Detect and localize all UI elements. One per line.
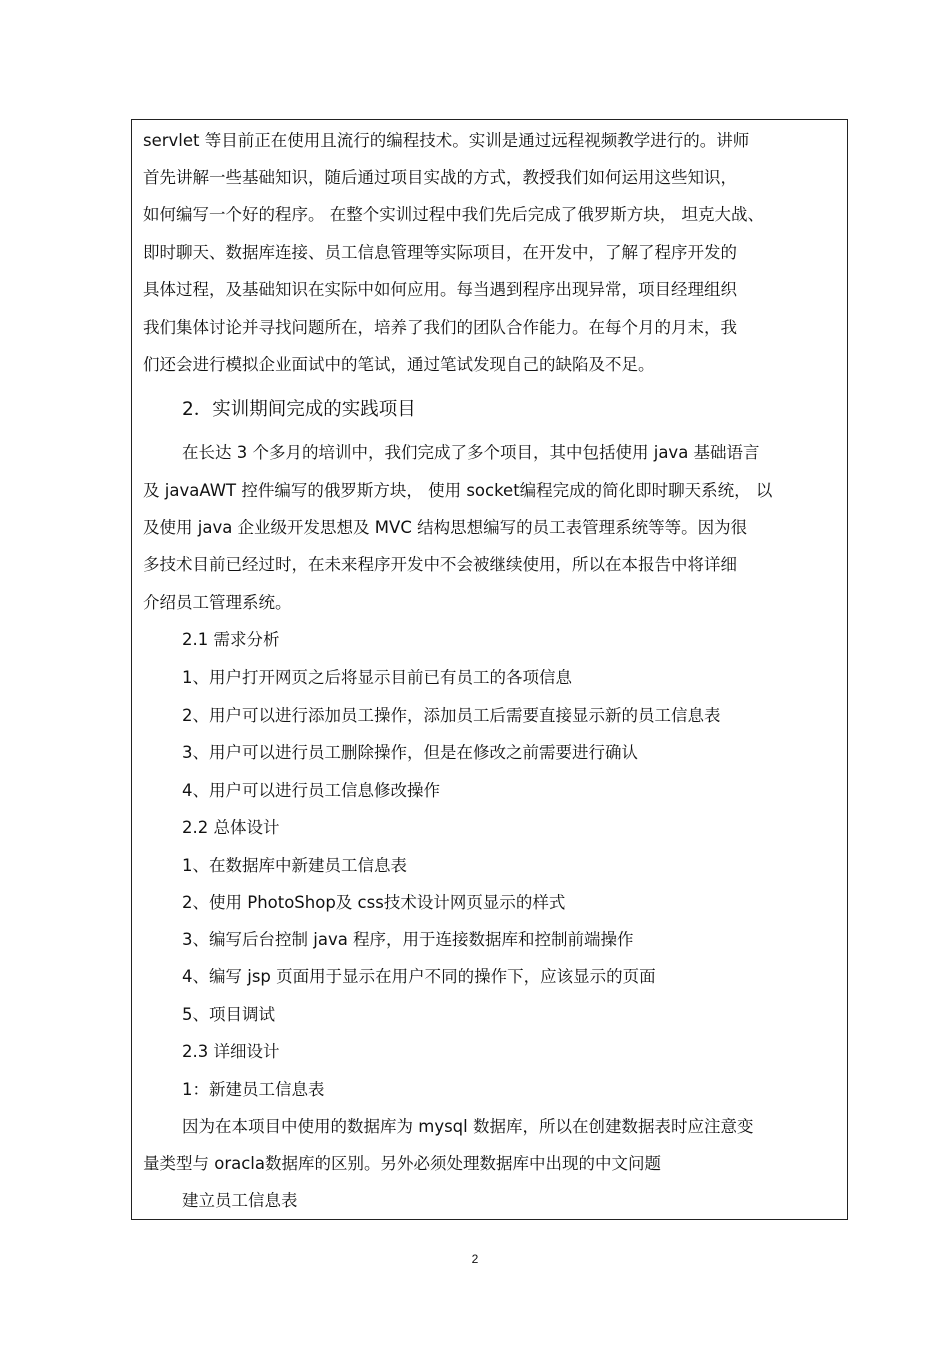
section-heading: 2．实训期间完成的实践项目 [182, 399, 416, 420]
list-item: 5、项目调试 [182, 1005, 275, 1024]
paragraph-line: 们还会进行模拟企业面试中的笔试，通过笔试发现自己的缺陷及不足。 [143, 355, 655, 374]
paragraph-line: 我们集体讨论并寻找问题所在，培养了我们的团队合作能力。在每个月的月末，我 [143, 318, 737, 337]
paragraph-line: servlet 等目前正在使用且流行的编程技术。实训是通过远程视频教学进行的。讲师 [143, 131, 750, 150]
list-item: 2、用户可以进行添加员工操作，添加员工后需要直接显示新的员工信息表 [182, 706, 721, 725]
list-item: 4、用户可以进行员工信息修改操作 [182, 781, 440, 800]
paragraph-line: 如何编写一个好的程序。 在整个实训过程中我们先后完成了俄罗斯方块， 坦克大战、 [143, 205, 764, 224]
list-item: 4、编写 jsp 页面用于显示在用户不同的操作下，应该显示的页面 [182, 967, 656, 986]
list-item: 3、用户可以进行员工删除操作，但是在修改之前需要进行确认 [182, 743, 638, 762]
paragraph-line: 具体过程，及基础知识在实际中如何应用。每当遇到程序出现异常，项目经理组织 [143, 280, 737, 299]
list-item: 1：新建员工信息表 [182, 1080, 325, 1099]
paragraph-line: 及 javaAWT 控件编写的俄罗斯方块， 使用 socket编程完成的简化即时聊天系统， 以 [143, 481, 773, 500]
paragraph-line: 因为在本项目中使用的数据库为 mysql 数据库，所以在创建数据表时应注意变 [182, 1117, 754, 1136]
list-item: 2、使用 PhotoShop及 css技术设计网页显示的样式 [182, 893, 566, 912]
paragraph-line: 在长达 3 个多月的培训中，我们完成了多个项目，其中包括使用 java 基础语言 [182, 443, 760, 462]
paragraph-line: 建立员工信息表 [182, 1191, 298, 1210]
subsection-heading: 2.1 需求分析 [182, 630, 280, 649]
paragraph-line: 量类型与 oracla数据库的区别。另外必须处理数据库中出现的中文问题 [143, 1154, 662, 1173]
paragraph-line: 多技术目前已经过时，在未来程序开发中不会被继续使用，所以在本报告中将详细 [143, 555, 737, 574]
paragraph-line: 介绍员工管理系统。 [143, 593, 292, 612]
paragraph-line: 及使用 java 企业级开发思想及 MVC 结构思想编写的员工表管理系统等等。因为很 [143, 518, 748, 537]
list-item: 1、用户打开网页之后将显示目前已有员工的各项信息 [182, 668, 572, 687]
list-item: 1、在数据库中新建员工信息表 [182, 856, 407, 875]
paragraph-line: 即时聊天、数据库连接、员工信息管理等实际项目，在开发中，了解了程序开发的 [143, 243, 737, 262]
page-number: 2 [471, 1252, 479, 1266]
subsection-heading: 2.3 详细设计 [182, 1042, 280, 1061]
subsection-heading: 2.2 总体设计 [182, 818, 280, 837]
list-item: 3、编写后台控制 java 程序，用于连接数据库和控制前端操作 [182, 930, 634, 949]
paragraph-line: 首先讲解一些基础知识，随后通过项目实战的方式，教授我们如何运用这些知识， [143, 168, 737, 187]
